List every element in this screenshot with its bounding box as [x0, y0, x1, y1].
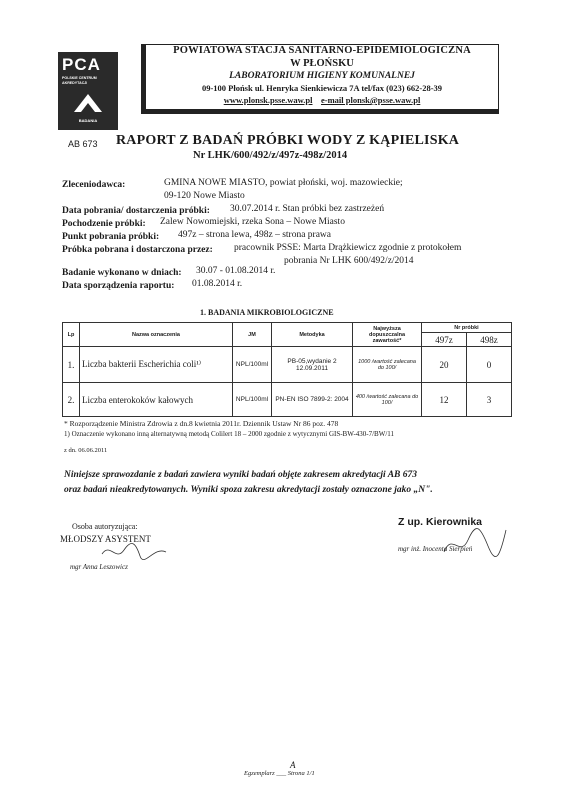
- footnote-2: 1) Oznaczenie wykonano inną alternatywną metodą Colilert 18 – 2000 zgodnie z wytycznymi GIS-BW-430-7/BW/11: [64, 430, 395, 438]
- origin-value: Zalew Nowomiejski, rzeka Sona – Nowe Miasto: [160, 217, 345, 227]
- col-sample-nr: Nr próbki: [422, 323, 512, 333]
- right-signature-icon: [440, 522, 510, 562]
- report-date-value: 01.08.2014 r.: [192, 279, 243, 289]
- right-name: mgr inż. Inocenta Sierpień: [398, 545, 473, 553]
- col-method: Metodyka: [272, 323, 353, 347]
- row-value-1: 12: [422, 383, 467, 417]
- date-value: 30.07.2014 r. Stan próbki bez zastrzeżeń: [230, 204, 385, 214]
- row-jm: NPL/100ml: [233, 383, 272, 417]
- col-lp: Lp: [63, 323, 80, 347]
- report-date-label: Data sporządzenia raportu:: [62, 281, 175, 291]
- report-number: Nr LHK/600/492/z/497z-498z/2014: [193, 150, 348, 161]
- row-method: PN-EN ISO 7899-2: 2004: [272, 383, 353, 417]
- table-row: [63, 383, 512, 417]
- email-link[interactable]: e-mail plonsk@psse.waw.pl: [321, 95, 421, 105]
- pca-logo: [58, 52, 118, 130]
- client-value: GMINA NOWE MIASTO, powiat płoński, woj. mazowieckie;: [164, 178, 403, 188]
- header-web: [146, 95, 498, 105]
- client-label: Zleceniodawca:: [62, 180, 126, 190]
- left-name: mgr Anna Leszowicz: [70, 563, 128, 571]
- right-stamp: Z up. Kierownika: [398, 516, 483, 528]
- footnote-1: * Rozporządzenie Ministra Zdrowia z dn.8 kwietnia 2011r. Dziennik Ustaw Nr 86 poz. 478: [64, 419, 339, 428]
- header-line-2: W PŁOŃSKU: [290, 58, 354, 69]
- row-jm: NPL/100ml: [233, 347, 272, 383]
- results-table: [62, 322, 512, 417]
- page-footer: Egzemplarz ___ Strona 1/1: [244, 770, 315, 777]
- point-value: 497z – strona lewa, 498z – strona prawa: [178, 230, 332, 240]
- sampler-value: pracownik PSSE: Marta Drążkiewicz zgodnie z protokołem: [234, 243, 462, 253]
- row-value-1: 20: [422, 347, 467, 383]
- header-line-3: LABORATORIUM HIGIENY KOMUNALNEJ: [229, 71, 415, 81]
- col-name: Nazwa oznaczenia: [80, 323, 233, 347]
- table-row: [63, 347, 512, 383]
- col-norm: Najwyższa dopuszczalna zawartość*: [353, 323, 422, 347]
- section-title: 1. BADANIA MIKROBIOLOGICZNE: [200, 308, 334, 317]
- logo-subtitle: POLSKIE CENTRUM AKREDYTACJI: [62, 76, 97, 85]
- accreditation-mark-icon: [72, 92, 104, 114]
- footnote-3: z dn. 06.06.2011: [64, 447, 108, 454]
- left-stamp: MŁODSZY ASYSTENT: [60, 534, 151, 544]
- origin-label: Pochodzenie próbki:: [62, 219, 146, 229]
- row-lp: 2.: [63, 383, 80, 417]
- row-name: Liczba bakterii Escherichia coli¹⁾: [80, 347, 233, 383]
- copy-number: A: [290, 760, 296, 770]
- row-method: PB-05,wydanie 2 12.09.2011: [272, 347, 353, 383]
- row-norm: 1000 /wartość zalecana do 100/: [353, 347, 422, 383]
- tested-label: Badanie wykonano w dniach:: [62, 268, 182, 278]
- row-name: Liczba enterokoków kałowych: [80, 383, 233, 417]
- point-label: Punkt pobrania próbki:: [62, 232, 160, 242]
- accreditation-number: AB 673: [68, 139, 98, 149]
- col-jm: JM: [233, 323, 272, 347]
- website-link[interactable]: www.plonsk.psse.waw.pl: [223, 95, 313, 105]
- authorized-label: Osoba autoryzująca:: [72, 522, 138, 531]
- col-sample-1: 497z: [422, 333, 467, 347]
- report-title: RAPORT Z BADAŃ PRÓBKI WODY Z KĄPIELISKA: [116, 133, 460, 148]
- header-line-1: POWIATOWA STACJA SANITARNO-EPIDEMIOLOGICZNA: [173, 45, 471, 56]
- row-lp: 1.: [63, 347, 80, 383]
- client-value-2: 09-120 Nowe Miasto: [164, 191, 245, 201]
- sampler-label: Próbka pobrana i dostarczona przez:: [62, 245, 213, 255]
- accreditation-note-1: Niniejsze sprawozdanie z badań zawiera wyniki badań objęte zakresem akredytacji AB 673: [64, 470, 418, 480]
- tested-value: 30.07 - 01.08.2014 r.: [196, 266, 276, 276]
- row-value-2: 0: [467, 347, 512, 383]
- sampler-value-2: pobrania Nr LHK 600/492/z/2014: [284, 256, 414, 266]
- accreditation-note-2: oraz badań nieakredytowanych. Wyniki spoza zakresu akredytacji zostały oznaczone jako „N".: [64, 485, 433, 495]
- logo-text: PCA: [62, 55, 101, 74]
- logo-footer: BADANIA: [78, 118, 98, 123]
- date-label: Data pobrania/ dostarczenia próbki:: [62, 206, 210, 216]
- row-norm: 400 /wartość zalecana do 100/: [353, 383, 422, 417]
- institution-header: [141, 44, 499, 114]
- row-value-2: 3: [467, 383, 512, 417]
- header-address: 09-100 Płońsk ul. Henryka Sienkiewicza 7A tel/fax (023) 662-28-39: [201, 83, 443, 93]
- col-sample-2: 498z: [467, 333, 512, 347]
